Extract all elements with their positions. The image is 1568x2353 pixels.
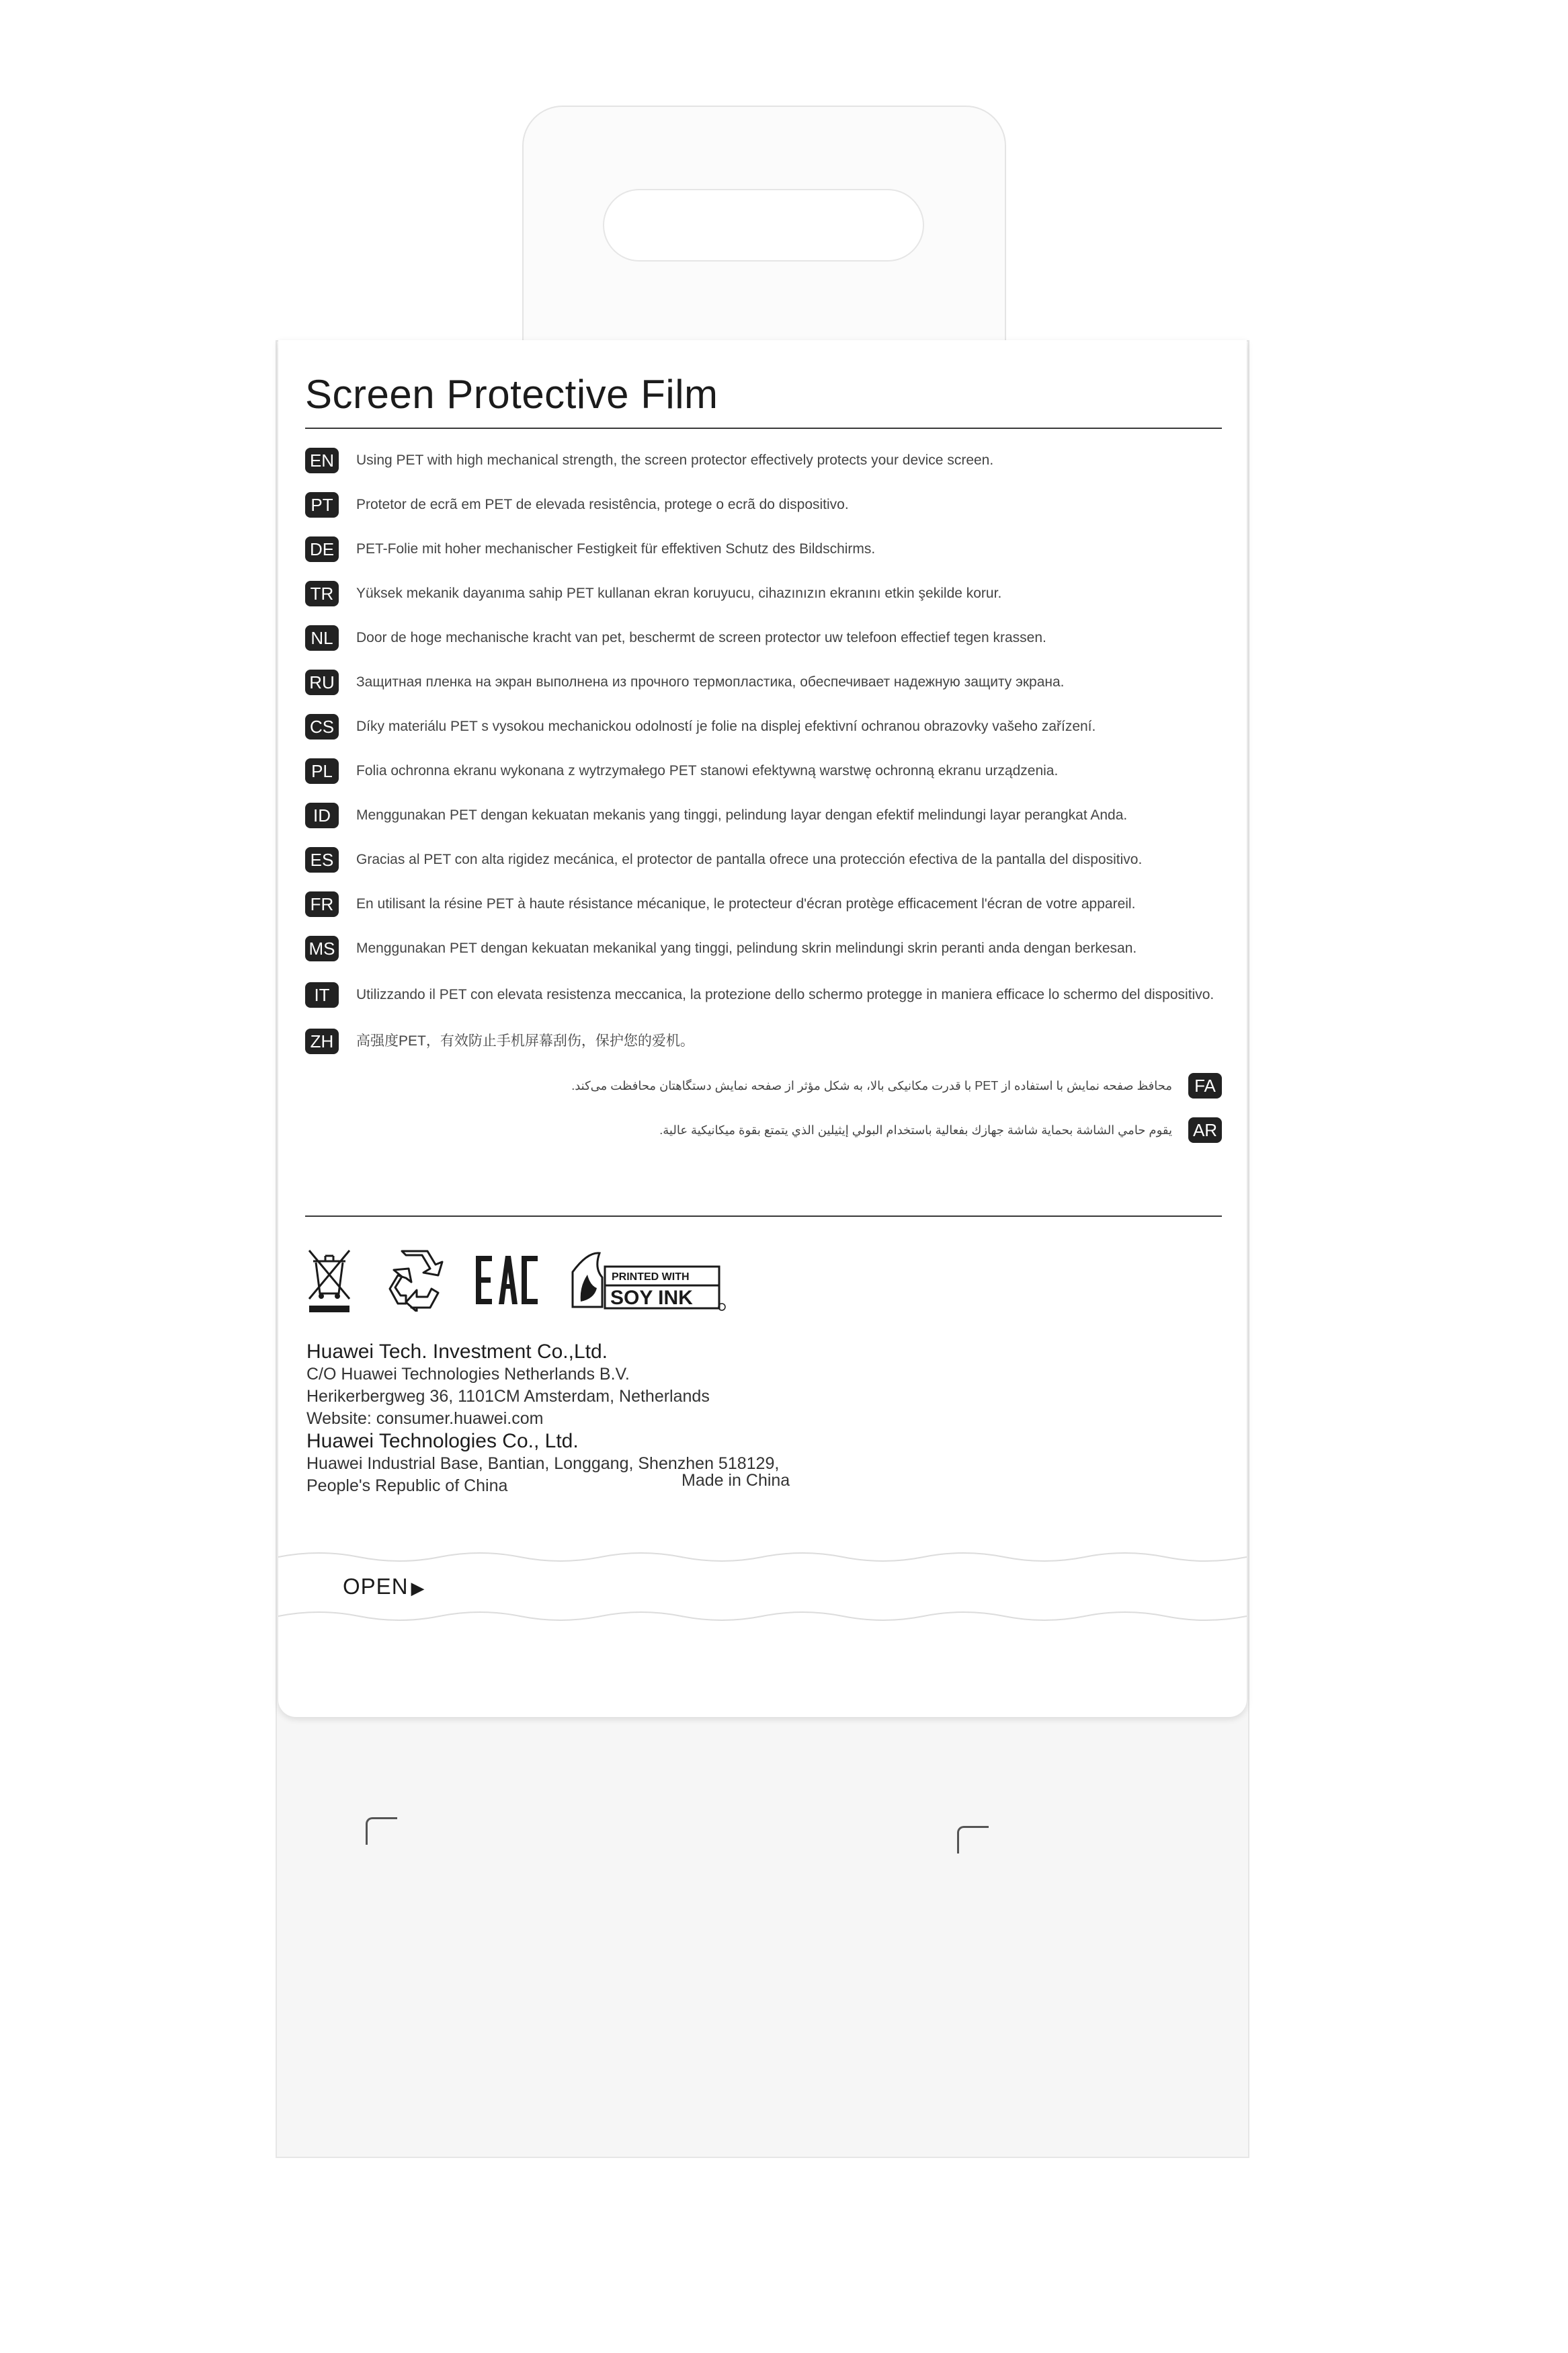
made-in-label: Made in China: [682, 1471, 790, 1490]
eac-mark-icon: [474, 1252, 539, 1308]
language-description: Folia ochronna ekranu wykonana z wytrzymałego PET stanowi efektywną warstwę ochronną ekranu urządzenia.: [356, 763, 1059, 779]
language-description: Utilizzando il PET con elevata resistenza meccanica, la protezione dello schermo protegge in maniera efficace lo schermo del dispositivo.: [356, 987, 1214, 1002]
language-description: PET-Folie mit hoher mechanischer Festigkeit für effektiven Schutz des Bildschirms.: [356, 541, 876, 557]
language-description: Door de hoge mechanische kracht van pet, beschermt de screen protector uw telefoon effectief tegen krassen.: [356, 630, 1046, 645]
hang-hole: [603, 189, 924, 262]
svg-text:SOY INK: SOY INK: [610, 1287, 693, 1309]
corner-mark-left: [366, 1817, 397, 1845]
certification-icons: [305, 1246, 726, 1314]
language-description: محافظ صفحه نمایش با استفاده از PET با قدرت مکانیکی بالا، به شکل مؤثر از صفحه نمایش دستگاهتان محافظت می‌کند.: [571, 1079, 1172, 1092]
language-row-ar: [305, 1108, 1222, 1152]
language-code-badge: ES: [305, 847, 339, 873]
language-code-badge: FR: [305, 891, 339, 917]
language-row-nl: [305, 616, 1222, 660]
play-arrow-icon: ▶: [411, 1578, 425, 1598]
company-website: Website: consumer.huawei.com: [306, 1409, 544, 1428]
crossed-out-bin-icon: [305, 1246, 354, 1314]
corner-mark-right: [957, 1826, 989, 1853]
language-code-badge: ZH: [305, 1029, 339, 1054]
language-description: En utilisant la résine PET à haute résistance mécanique, le protecteur d'écran protège efficacement l'écran de votre appareil.: [356, 896, 1136, 912]
language-row-id: [305, 793, 1222, 838]
language-code-badge: FA: [1188, 1073, 1222, 1099]
language-description: Menggunakan PET dengan kekuatan mekanis yang tinggi, pelindung layar dengan efektif melindungi layar perangkat Anda.: [356, 807, 1128, 823]
svg-text:PRINTED WITH: PRINTED WITH: [612, 1271, 690, 1283]
company-name-2: Huawei Technologies Co., Ltd.: [306, 1430, 579, 1452]
language-row-en: [305, 438, 1222, 483]
company-address-line-2: Herikerbergweg 36, 1101CM Amsterdam, Netherlands: [306, 1387, 710, 1406]
language-code-badge: IT: [305, 982, 339, 1008]
language-row-pt: [305, 483, 1222, 527]
soy-ink-logo-icon: [567, 1248, 726, 1312]
open-tab[interactable]: [343, 1574, 425, 1599]
language-description: Защитная пленка на экран выполнена из прочного термопластика, обеспечивает надежную защиту экрана.: [356, 674, 1065, 690]
language-row-fa: [305, 1064, 1222, 1108]
language-code-badge: EN: [305, 448, 339, 473]
company-address-line-1: C/O Huawei Technologies Netherlands B.V.: [306, 1365, 630, 1384]
language-row-fr: [305, 882, 1222, 926]
language-row-tr: [305, 571, 1222, 616]
language-row-ms: [305, 926, 1222, 971]
language-description: يقوم حامي الشاشة بحماية شاشة جهازك بفعالية باستخدام البولي إيثيلين الذي يتمتع بقوة ميكانيكية عالية.: [659, 1123, 1172, 1137]
company-address-line-3: Huawei Industrial Base, Bantian, Longgang, Shenzhen 518129,: [306, 1454, 780, 1473]
hanger-tab: [522, 106, 1006, 354]
language-row-ru: [305, 660, 1222, 705]
recycle-icon: [382, 1248, 446, 1312]
language-description: Using PET with high mechanical strength, the screen protector effectively protects your device screen.: [356, 452, 994, 468]
language-code-badge: MS: [305, 936, 339, 961]
language-row-it: [305, 971, 1222, 1019]
product-title: Screen Protective Film: [305, 372, 718, 417]
language-code-badge: PL: [305, 758, 339, 784]
language-code-badge: PT: [305, 492, 339, 518]
language-code-badge: TR: [305, 581, 339, 606]
language-row-zh: [305, 1019, 1222, 1064]
language-row-es: [305, 838, 1222, 882]
company-name-1: Huawei Tech. Investment Co.,Ltd.: [306, 1341, 608, 1363]
language-list: [305, 438, 1222, 1152]
language-row-cs: [305, 705, 1222, 749]
language-description: Menggunakan PET dengan kekuatan mekanikal yang tinggi, pelindung skrin melindungi skrin peranti anda dengan berkesan.: [356, 941, 1137, 956]
front-card: [278, 340, 1247, 1717]
language-code-badge: RU: [305, 670, 339, 695]
language-row-pl: [305, 749, 1222, 793]
language-code-badge: ID: [305, 803, 339, 828]
language-description: Gracias al PET con alta rigidez mecánica, el protector de pantalla ofrece una protección efectiva de la pantalla del dispositivo.: [356, 852, 1143, 867]
language-code-badge: AR: [1188, 1117, 1222, 1143]
language-code-badge: CS: [305, 714, 339, 740]
language-description: Yüksek mekanik dayanıma sahip PET kullanan ekran koruyucu, cihazınızın ekranını etkin şekilde korur.: [356, 586, 1002, 601]
divider-top: [305, 428, 1222, 429]
language-description: 高强度PET，有效防止手机屏幕刮伤，保护您的爱机。: [356, 1033, 694, 1049]
language-row-de: [305, 527, 1222, 571]
open-label-text: OPEN: [343, 1574, 409, 1599]
language-code-badge: NL: [305, 625, 339, 651]
company-address-line-4: People's Republic of China: [306, 1476, 508, 1495]
language-description: Protetor de ecrã em PET de elevada resistência, protege o ecrã do dispositivo.: [356, 497, 849, 512]
language-description: Díky materiálu PET s vysokou mechanickou odolností je folie na displej efektivní ochranou obrazovky vašeho zařízení.: [356, 719, 1096, 734]
language-code-badge: DE: [305, 536, 339, 562]
divider-bottom: [305, 1215, 1222, 1217]
